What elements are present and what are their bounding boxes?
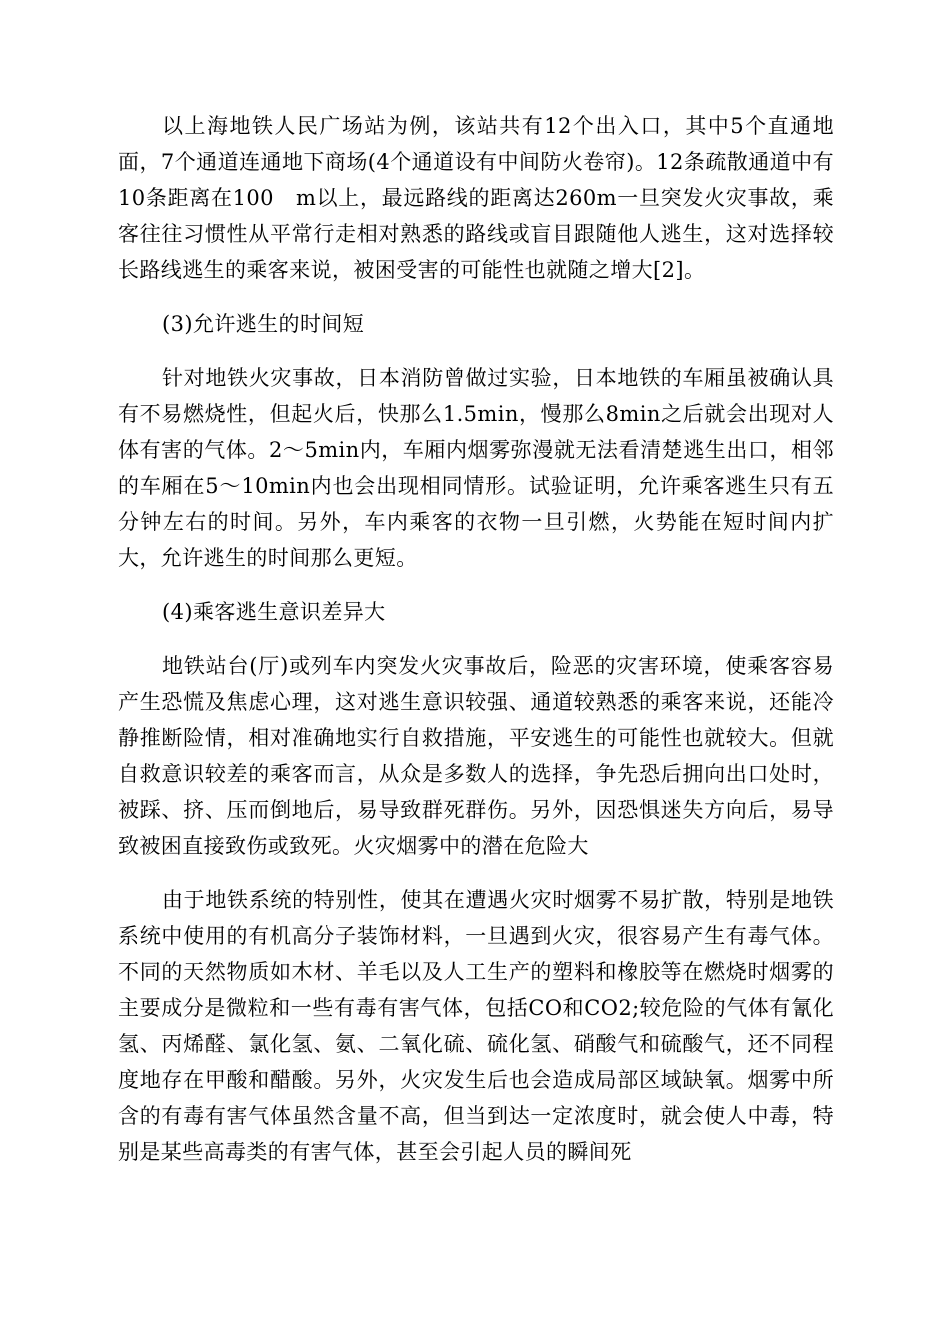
document-body <box>118 108 834 1188</box>
paragraph-renmin-square-example: 以上海地铁人民广场站为例，该站共有12个出入口，其中5个直通地面，7个通道连通地下商场(4个通道设有中间防火卷帘)。12条疏散通道中有10条距离在100 m以上，最远路线的距离达260m一旦突发火灾事故，乘客往往习惯性从平常行走相对熟悉的路线或盲目跟随他人逃生，这对选择较长路线逃生的乘客来说，被困受害的可能性也就随之增大[2]。 <box>118 114 834 282</box>
paragraph-japan-fire-test: 针对地铁火灾事故，日本消防曾做过实验，日本地铁的车厢虽被确认具有不易燃烧性，但起火后，快那么1.5min，慢那么8min之后就会出现对人体有害的气体。2～5min内，车厢内烟雾弥漫就无法看清楚逃生出口，相邻的车厢在5～10min内也会出现相同情形。试验证明，允许乘客逃生只有五分钟左右的时间。另外，车内乘客的衣物一旦引燃，火势能在短时间内扩大，允许逃生的时间那么更短。 <box>118 366 834 570</box>
paragraph-passenger-panic: 地铁站台(厅)或列车内突发火灾事故后，险恶的灾害环境，使乘客容易产生恐慌及焦虑心理，这对逃生意识较强、通道较熟悉的乘客来说，还能冷静推断险情，相对准确地实行自救措施，平安逃生的可能性也就较大。但就自救意识较差的乘客而言，从众是多数人的选择，争先恐后拥向出口处时，被踩、挤、压而倒地后，易导致群死群伤。另外，因恐惧迷失方向后，易导致被困直接致伤或致死。火灾烟雾中的潜在危险大 <box>118 654 834 858</box>
section-heading-escape-awareness: (4)乘客逃生意识差异大 <box>162 600 386 624</box>
section-heading-escape-time: (3)允许逃生的时间短 <box>162 312 365 336</box>
paragraph-toxic-smoke: 由于地铁系统的特别性，使其在遭遇火灾时烟雾不易扩散，特别是地铁系统中使用的有机高分子装饰材料，一旦遇到火灾，很容易产生有毒气体。不同的天然物质如木材、羊毛以及人工生产的塑料和橡胶等在燃烧时烟雾的主要成分是微粒和一些有毒有害气体，包括CO和CO2;较危险的气体有氰化氢、丙烯醛、氯化氢、氨、二氧化硫、硫化氢、硝酸气和硫酸气，还不同程度地存在甲酸和醋酸。另外，火灾发生后也会造成局部区域缺氧。烟雾中所含的有毒有害气体虽然含量不高，但当到达一定浓度时，就会使人中毒，特别是某些高毒类的有害气体，甚至会引起人员的瞬间死 <box>118 888 834 1164</box>
